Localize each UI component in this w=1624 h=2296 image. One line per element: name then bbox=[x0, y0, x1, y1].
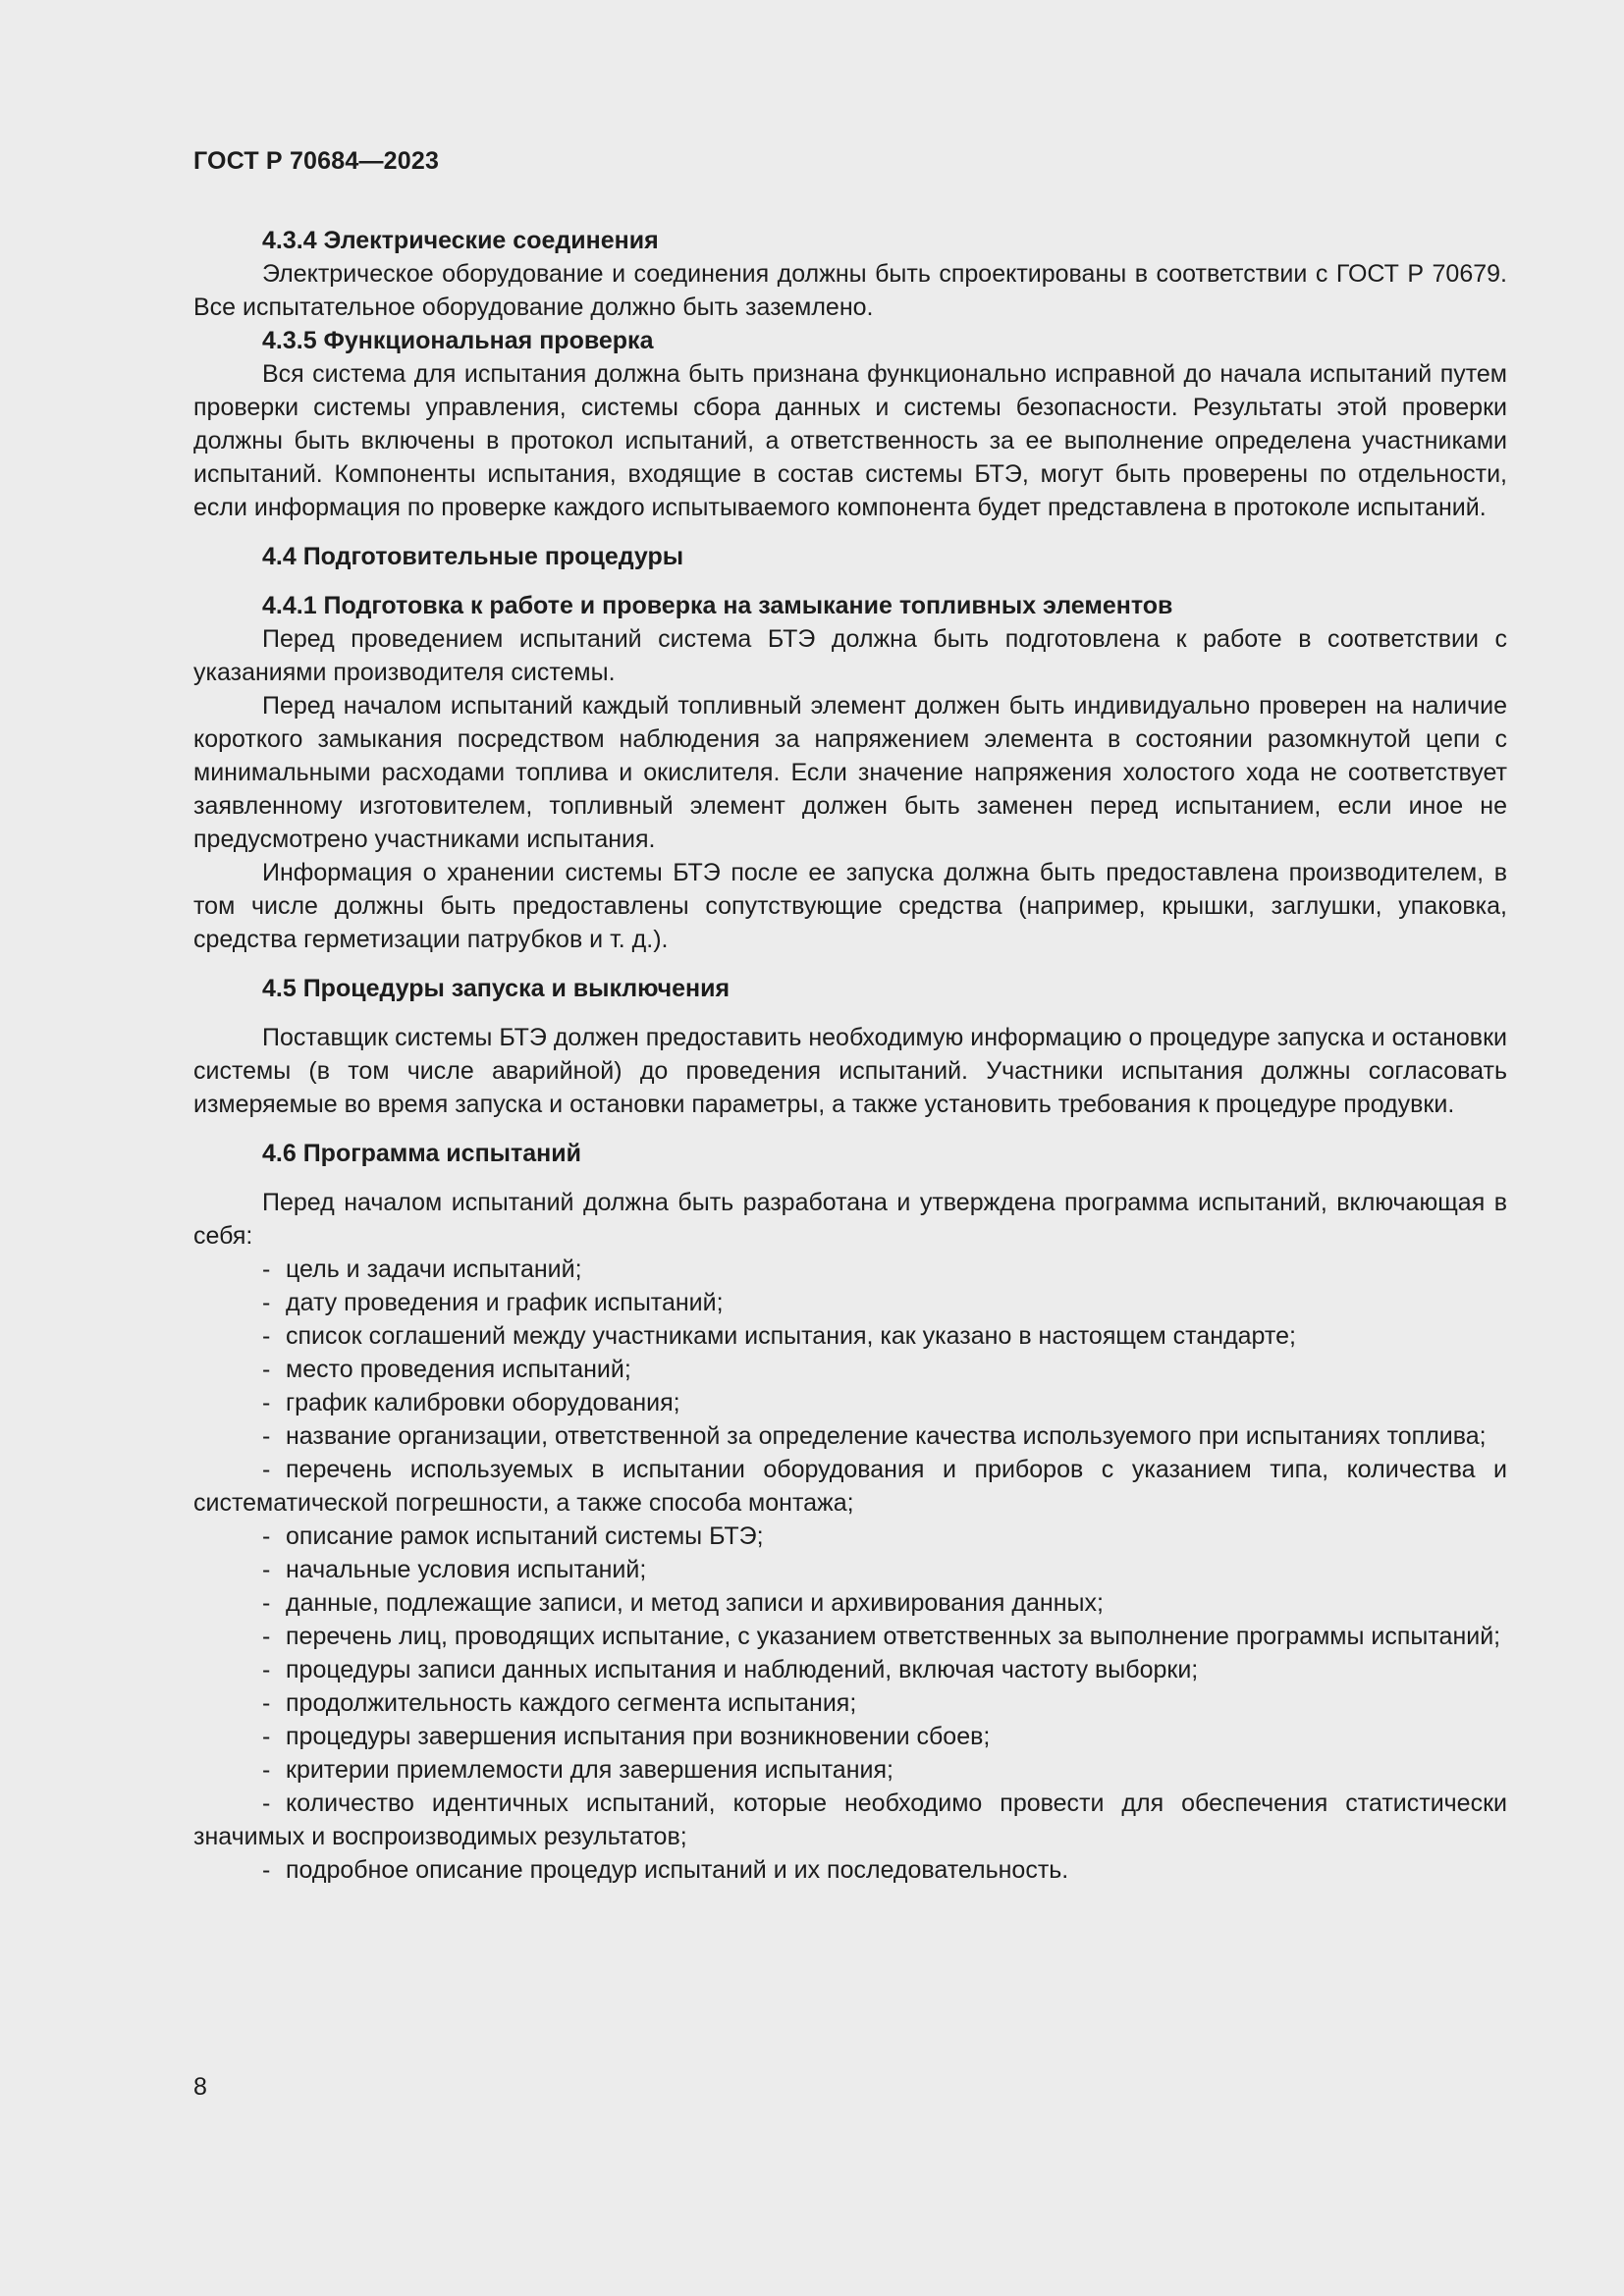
list-item bbox=[193, 1253, 1507, 1286]
list-item bbox=[193, 1686, 1507, 1720]
list-dash: - bbox=[262, 1289, 271, 1316]
section-4-4-1-title: 4.4.1 Подготовка к работе и проверка на замыкание топливных элементов bbox=[262, 592, 1173, 619]
list-item-text: дату проведения и график испытаний; bbox=[286, 1289, 724, 1316]
test-program-list bbox=[193, 1253, 1507, 1887]
list-item-text: процедуры записи данных испытания и наблюдений, включая частоту выборки; bbox=[286, 1656, 1199, 1683]
section-4-6-title: 4.6 Программа испытаний bbox=[262, 1140, 582, 1167]
list-item bbox=[193, 1586, 1507, 1620]
list-dash: - bbox=[262, 1623, 271, 1650]
list-item-text: перечень используемых в испытании оборудования и приборов с указанием типа, количества и систематической погрешности, а также способа монтажа; bbox=[193, 1456, 1507, 1517]
list-dash: - bbox=[262, 1389, 271, 1416]
list-dash: - bbox=[262, 1756, 271, 1784]
list-dash: - bbox=[262, 1723, 271, 1750]
list-dash: - bbox=[262, 1322, 271, 1350]
list-dash: - bbox=[262, 1789, 271, 1817]
list-item-text: список соглашений между участниками испытания, как указано в настоящем стандарте; bbox=[286, 1322, 1296, 1350]
page-number: 8 bbox=[193, 2073, 207, 2101]
list-item-text: цель и задачи испытаний; bbox=[286, 1255, 582, 1283]
list-item bbox=[193, 1520, 1507, 1553]
list-dash: - bbox=[262, 1556, 271, 1583]
list-item-text: данные, подлежащие записи, и метод записи и архивирования данных; bbox=[286, 1589, 1104, 1617]
list-item-text: процедуры завершения испытания при возникновении сбоев; bbox=[286, 1723, 991, 1750]
list-item bbox=[193, 1853, 1507, 1887]
list-item-text: начальные условия испытаний; bbox=[286, 1556, 647, 1583]
list-item bbox=[193, 1653, 1507, 1686]
list-item bbox=[193, 1453, 1507, 1520]
section-4-6-intro: Перед началом испытаний должна быть разработана и утверждена программа испытаний, включающая в себя: bbox=[193, 1189, 1507, 1250]
section-4-4-title: 4.4 Подготовительные процедуры bbox=[262, 543, 684, 570]
list-item bbox=[193, 1386, 1507, 1419]
section-4-3-4-text: Электрическое оборудование и соединения должны быть спроектированы в соответствии с ГОСТ Р 70679. Все испытательное оборудование должно быть заземлено. bbox=[193, 260, 1507, 321]
list-dash: - bbox=[262, 1856, 271, 1884]
list-item bbox=[193, 1720, 1507, 1753]
list-item bbox=[193, 1419, 1507, 1453]
list-item bbox=[193, 1286, 1507, 1319]
list-dash: - bbox=[262, 1255, 271, 1283]
list-item-text: описание рамок испытаний системы БТЭ; bbox=[286, 1522, 764, 1550]
list-item bbox=[193, 1319, 1507, 1353]
list-item bbox=[193, 1353, 1507, 1386]
list-item-text: график калибровки оборудования; bbox=[286, 1389, 680, 1416]
list-dash: - bbox=[262, 1689, 271, 1717]
list-item bbox=[193, 1553, 1507, 1586]
list-item-text: количество идентичных испытаний, которые необходимо провести для обеспечения статистически значимых и воспроизводимых результатов; bbox=[193, 1789, 1507, 1850]
list-item bbox=[193, 1787, 1507, 1853]
list-item-text: подробное описание процедур испытаний и их последовательность. bbox=[286, 1856, 1069, 1884]
document-header: ГОСТ Р 70684—2023 bbox=[193, 147, 440, 175]
section-4-3-5-text: Вся система для испытания должна быть признана функционально исправной до начала испытаний путем проверки системы управления, системы сбора данных и системы безопасности. Результаты этой проверки должны быть включены в протокол испытаний, а ответственность за ее выполнение определена участниками испытаний. Компоненты испытания, входящие в состав системы БТЭ, могут быть проверены по отдельности, если информация по проверке каждого испытываемого компонента будет представлена в протоколе испытаний. bbox=[193, 360, 1507, 521]
section-4-5-text: Поставщик системы БТЭ должен предоставить необходимую информацию о процедуре запуска и остановки системы (в том числе аварийной) до проведения испытаний. Участники испытания должны согласовать измеряемые во время запуска и остановки параметры, а также установить требования к процедуре продувки. bbox=[193, 1024, 1507, 1118]
list-item-text: критерии приемлемости для завершения испытания; bbox=[286, 1756, 893, 1784]
section-4-4-1-para-3: Информация о хранении системы БТЭ после ее запуска должна быть предоставлена производителем, в том числе должны быть предоставлены сопутствующие средства (например, крышки, заглушки, упаковка, средства герметизации патрубков и т. д.). bbox=[193, 859, 1507, 953]
section-4-4-1-para-2: Перед началом испытаний каждый топливный элемент должен быть индивидуально проверен на наличие короткого замыкания посредством наблюдения за напряжением элемента в состоянии разомкнутой цепи с минимальными расходами топлива и окислителя. Если значение напряжения холостого хода не соответствует заявленному изготовителем, топливный элемент должен быть заменен перед испытанием, если иное не предусмотрено участниками испытания. bbox=[193, 692, 1507, 853]
list-item-text: перечень лиц, проводящих испытание, с указанием ответственных за выполнение программы испытаний; bbox=[286, 1623, 1501, 1650]
list-item bbox=[193, 1753, 1507, 1787]
list-dash: - bbox=[262, 1422, 271, 1450]
section-4-3-5-title: 4.3.5 Функциональная проверка bbox=[262, 327, 654, 354]
list-dash: - bbox=[262, 1589, 271, 1617]
list-item bbox=[193, 1620, 1507, 1653]
list-item-text: место проведения испытаний; bbox=[286, 1356, 631, 1383]
section-4-5-title: 4.5 Процедуры запуска и выключения bbox=[262, 975, 731, 1002]
list-item-text: название организации, ответственной за определение качества используемого при испытаниях топлива; bbox=[286, 1422, 1487, 1450]
list-item-text: продолжительность каждого сегмента испытания; bbox=[286, 1689, 857, 1717]
list-dash: - bbox=[262, 1356, 271, 1383]
list-dash: - bbox=[262, 1522, 271, 1550]
section-4-3-4-title: 4.3.4 Электрические соединения bbox=[262, 227, 659, 254]
section-4-4-1-para-1: Перед проведением испытаний система БТЭ должна быть подготовлена к работе в соответствии с указаниями производителя системы. bbox=[193, 625, 1507, 686]
list-dash: - bbox=[262, 1456, 271, 1483]
document-body bbox=[193, 224, 1507, 1887]
list-dash: - bbox=[262, 1656, 271, 1683]
